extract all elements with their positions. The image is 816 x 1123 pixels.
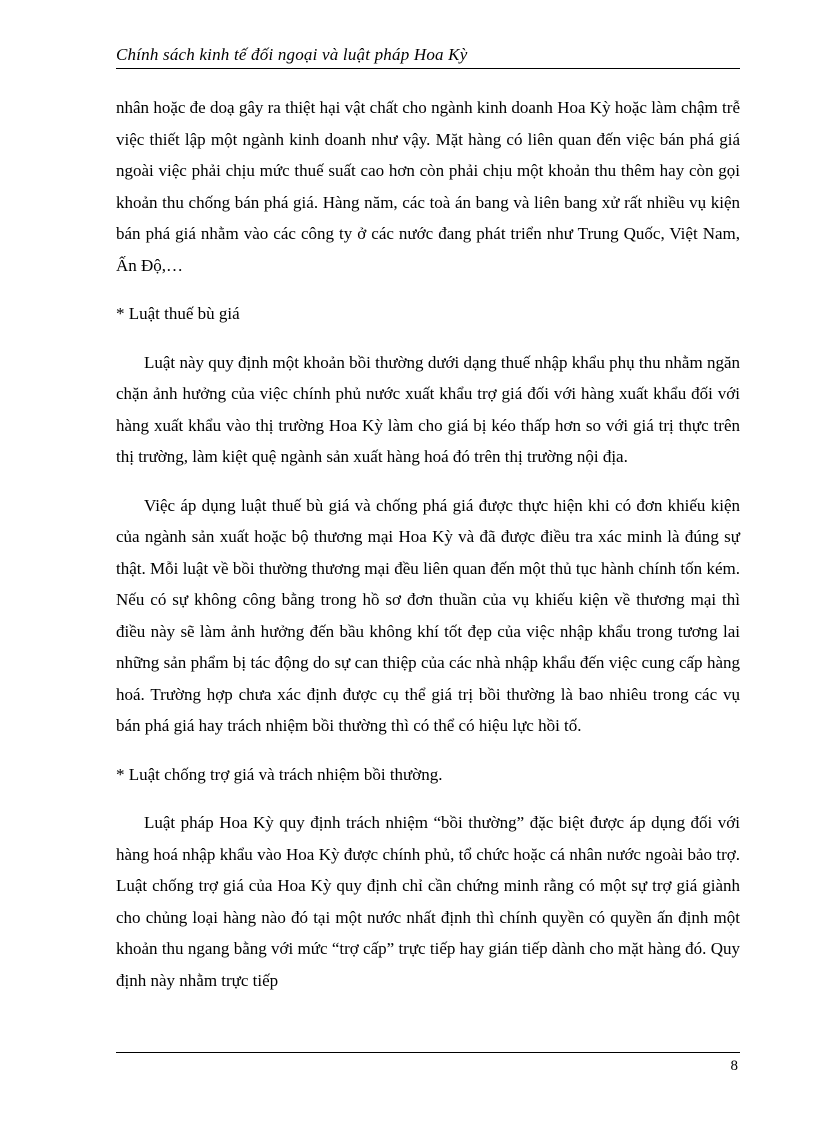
paragraph-countervailing-duty: Luật này quy định một khoản bồi thường dưới dạng thuế nhập khẩu phụ thu nhằm ngăn chặn ảnh hưởng của việc chính phủ nước xuất khẩu trợ giá đối với hàng xuất khẩu đối với hàng xuất khẩu vào thị trường Hoa Kỳ làm cho giá bị kéo thấp hơn so với giá trị thực trên thị trường, làm kiệt quệ ngành sản xuất hàng hoá đó trên thị trường nội địa. xyxy=(116,352,740,466)
page-number: 8 xyxy=(730,1058,738,1074)
footer-divider xyxy=(116,1052,740,1053)
paragraph-anti-subsidy: Luật pháp Hoa Kỳ quy định trách nhiệm “bồi thường” đặc biệt được áp dụng đối với hàng hoá nhập khẩu vào Hoa Kỳ được chính phủ, tổ chức hoặc cá nhân nước ngoài bảo trợ. Luật chống trợ giá của Hoa Kỳ quy định chỉ cần chứng minh rằng có một sự trợ giá giành cho chủng loại hàng nào đó tại một nước nhất định thì chính quyền có quyền ấn định một khoản thu ngang bằng với mức “trợ cấp” trực tiếp hay gián tiếp dành cho mặt hàng đó. Quy định này nhằm trực tiếp xyxy=(116,813,740,990)
paragraph-application: Việc áp dụng luật thuế bù giá và chống phá giá được thực hiện khi có đơn khiếu kiện của ngành sản xuất hoặc bộ thương mại Hoa Kỳ và đã được điều tra xác minh là đúng sự thật. Mỗi luật về bồi thường thương mại đều liên quan đến một thủ tục hành chính tốn kém. Nếu có sự không công bằng trong hồ sơ đơn thuần của vụ khiếu kiện về thương mại thì điều này sẽ làm ảnh hưởng đến bầu không khí tốt đẹp của việc nhập khẩu trong tương lai những sản phẩm bị tác động do sự can thiệp của các nhà nhập khẩu đến việc cung cấp hàng hoá. Trường hợp chưa xác định được cụ thể giá trị bồi thường là bao nhiêu trong các vụ bán phá giá hay trách nhiệm bồi thường thì có thể có hiệu lực hồi tố. xyxy=(116,495,740,735)
body-text xyxy=(116,92,740,1013)
section-heading-countervailing-duty: * Luật thuế bù giá xyxy=(116,304,240,323)
header-divider xyxy=(116,68,740,69)
running-header-title: Chính sách kinh tế đối ngoại và luật pháp Hoa Kỳ xyxy=(116,45,468,64)
section-heading-anti-subsidy: * Luật chống trợ giá và trách nhiệm bồi thường. xyxy=(116,764,443,784)
paragraph-continuation: nhân hoặc đe doạ gây ra thiệt hại vật chất cho ngành kinh doanh Hoa Kỳ hoặc làm chậm trễ việc thiết lập một ngành kinh doanh như vậy. Mặt hàng có liên quan đến việc bán phá giá ngoài việc phải chịu mức thuế suất cao hơn còn phải chịu một khoản thu thêm hay còn gọi khoản thu chống bán phá giá. Hàng năm, các toà án bang và liên bang xử rất nhiều vụ kiện bán phá giá nhằm vào các công ty ở các nước đang phát triển như Trung Quốc, Việt Nam, Ấn Độ,… xyxy=(116,98,740,275)
